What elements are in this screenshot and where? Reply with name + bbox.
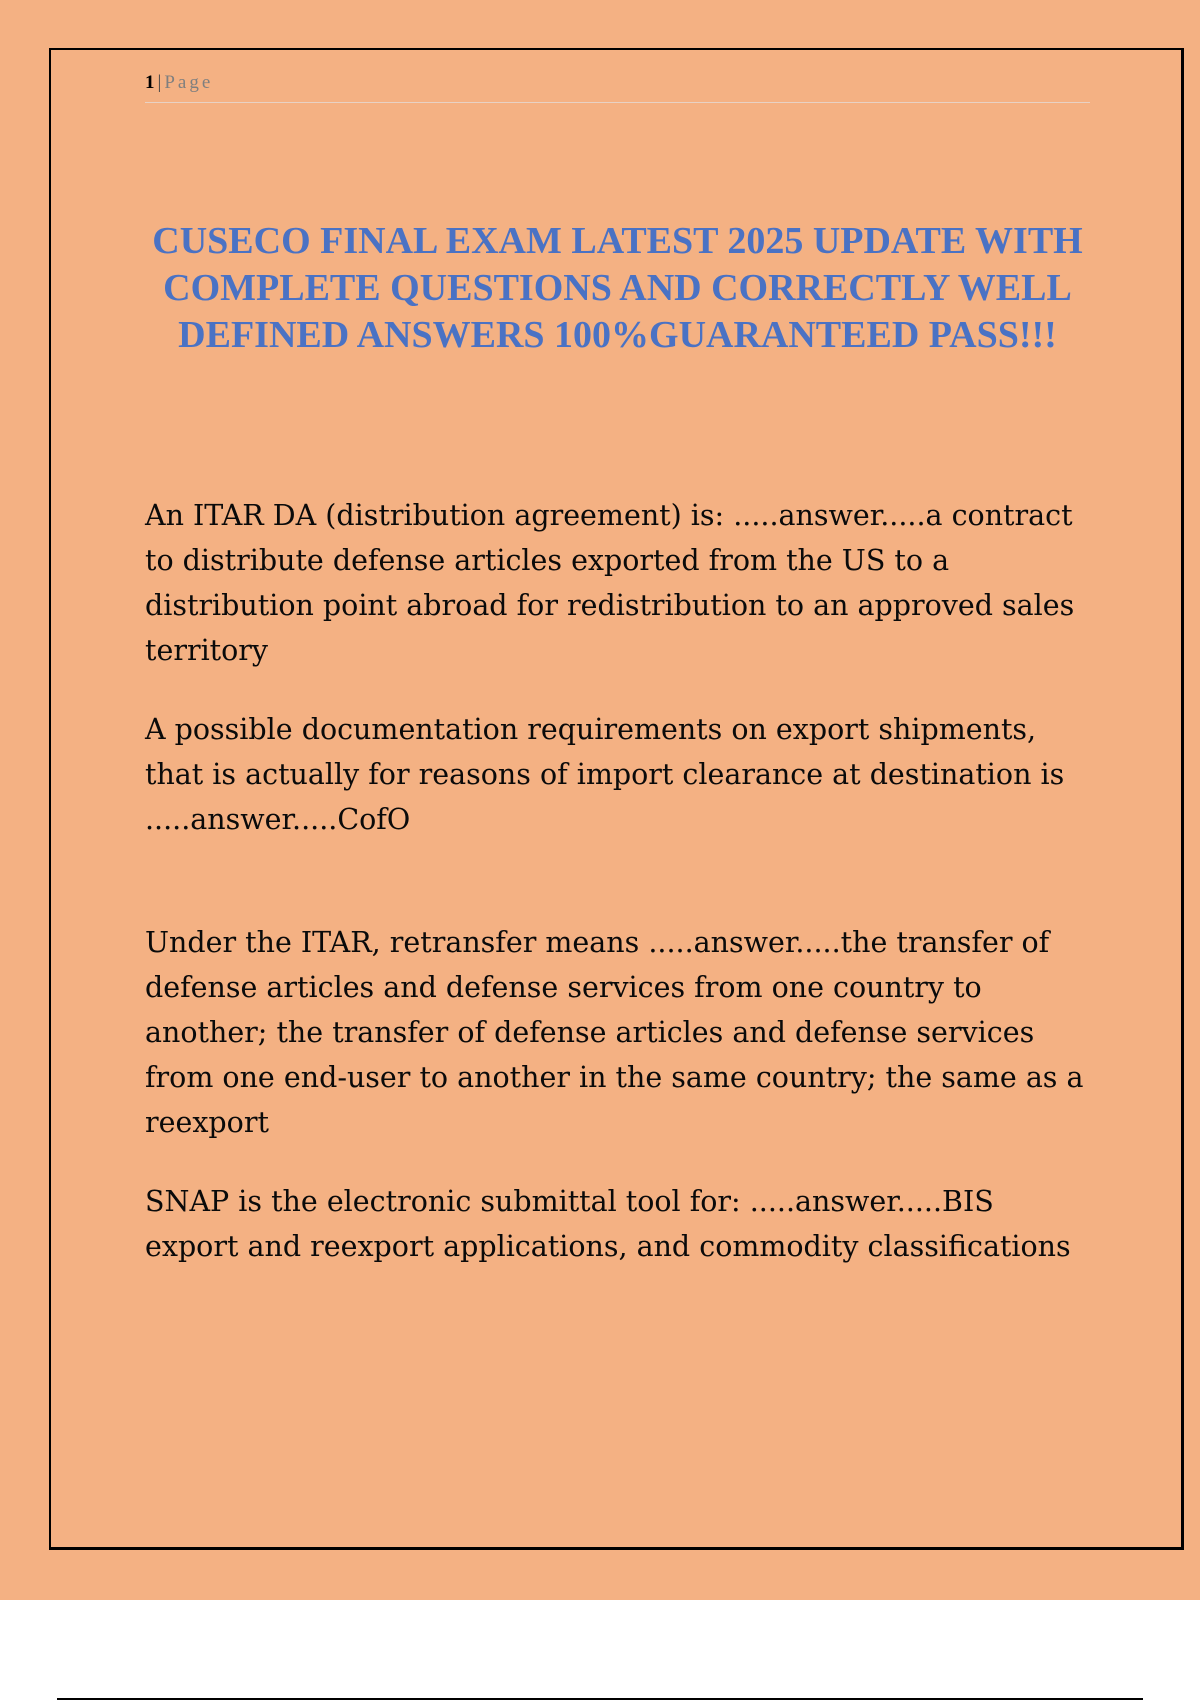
question-answer-3: Under the ITAR, retransfer means .....answer.....the transfer of defense articles and defense services from one country to another; the transfer of defense articles and defense services from one end-user to another in the same country; the same as a reexport: [145, 926, 1084, 1139]
question-answer-2: A possible documentation requirements on export shipments, that is actually for reasons of import clearance at destination is .....answer.....CofO: [145, 713, 1065, 836]
page-number: 1: [145, 72, 155, 93]
header-separator: |: [157, 72, 162, 93]
page-header: [145, 72, 1090, 103]
document-title: CUSECO FINAL EXAM LATEST 2025 UPDATE WITH COMPLETE QUESTIONS AND CORRECTLY WELL DEFINED ANSWERS 100%GUARANTEED PASS!!!: [152, 220, 1083, 356]
page-label: Page: [164, 72, 214, 93]
question-answer-4: SNAP is the electronic submittal tool for: .....answer.....BIS export and reexport applications, and commodity classifications: [145, 1185, 1071, 1263]
question-answer-1: An ITAR DA (distribution agreement) is: .....answer.....a contract to distribute defense articles exported from the US to a distribution point abroad for redistribution to an approved sales territory: [145, 499, 1075, 667]
